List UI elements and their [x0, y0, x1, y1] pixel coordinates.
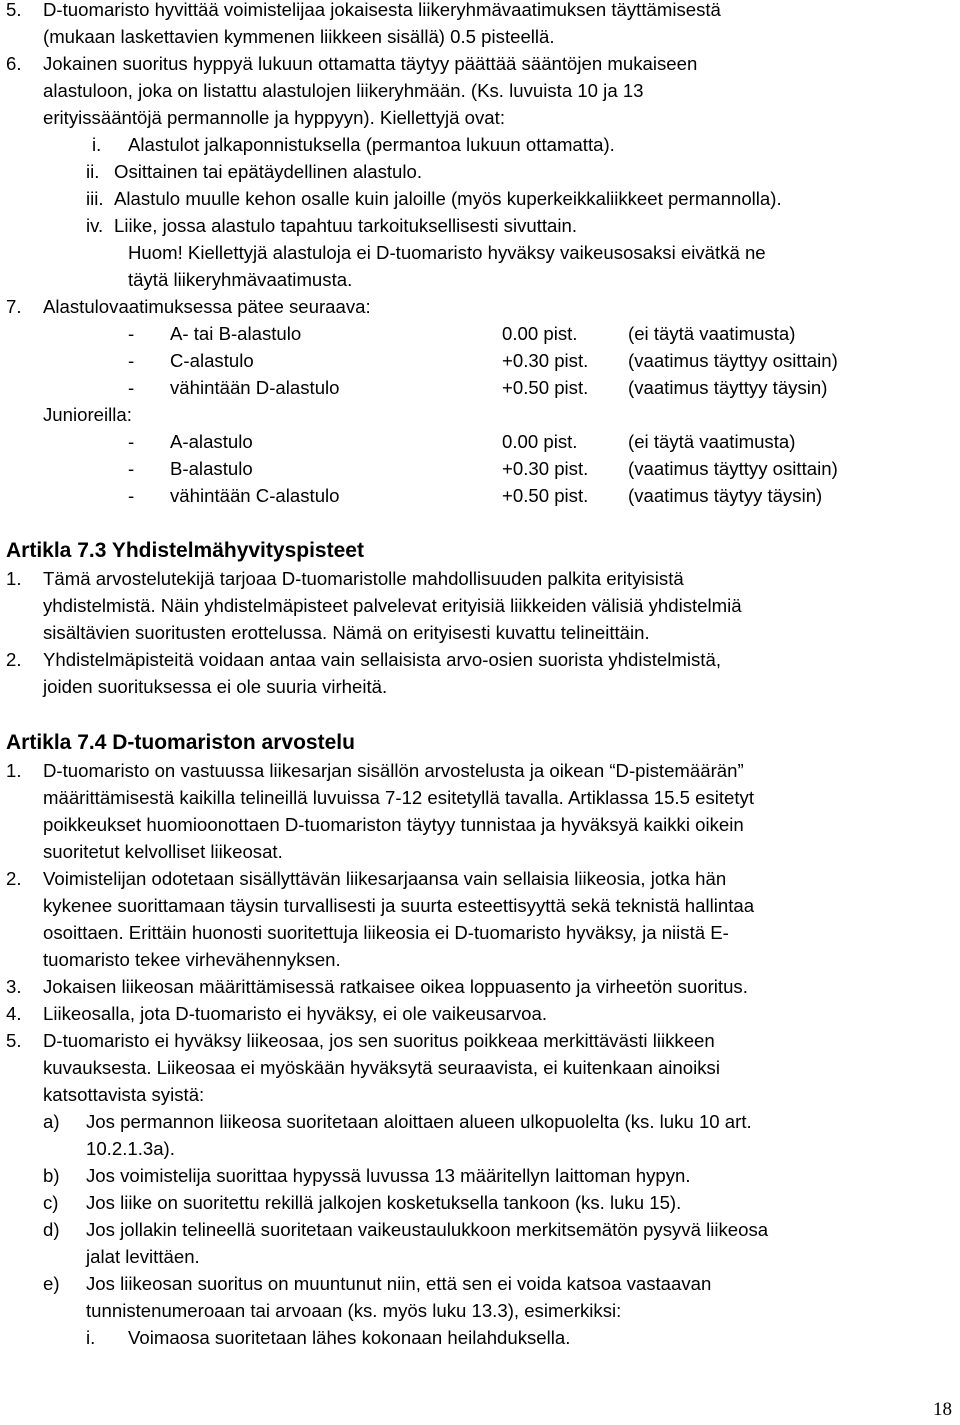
list-item-cont [0, 946, 960, 973]
list-item-6-line-2 [0, 77, 960, 104]
requirement-points: +0.30 pist. [502, 458, 589, 479]
list-text: Liikeosalla, jota D-tuomaristo ei hyväksy, ei ole vaikeusarvoa. [43, 1003, 547, 1024]
letter-text: Jos permannon liikeosa suoritetaan aloittaen alueen ulkopuolelta (ks. luku 10 art. [86, 1111, 752, 1132]
dash: - [128, 350, 135, 371]
requirement-row [0, 428, 960, 455]
roman-item [0, 158, 960, 185]
letter-item-cont [0, 1297, 960, 1324]
requirement-note: (vaatimus täytyy täysin) [628, 485, 823, 506]
list-item [0, 646, 960, 673]
roman-text: Osittainen tai epätäydellinen alastulo. [114, 161, 423, 182]
list-number: 5. [6, 0, 22, 20]
list-text: yhdistelmistä. Näin yhdistelmäpisteet palvelevat erityisiä liikkeiden välisiä yhdistelmiä [43, 595, 742, 616]
list-item-cont [0, 811, 960, 838]
requirement-note: (vaatimus täyttyy osittain) [628, 458, 838, 479]
list-text: D-tuomaristo hyvittää voimistelijaa jokaisesta liikeryhmävaatimuksen täyttämisestä [43, 0, 721, 20]
list-item [0, 565, 960, 592]
letter-text: Jos liike on suoritettu rekillä jalkojen kosketuksella tankoon (ks. luku 15). [86, 1192, 682, 1213]
note-text: Huom! Kiellettyjä alastuloja ei D-tuomaristo hyväksy vaikeusosaksi eivätkä ne [128, 242, 766, 263]
list-text: katsottavista syistä: [43, 1084, 205, 1105]
note-text: täytä liikeryhmävaatimusta. [128, 269, 353, 290]
letter-text: 10.2.1.3a). [86, 1138, 175, 1159]
letter-text: Jos jollakin telineellä suoritetaan vaikeustaulukkoon merkitsemätön pysyvä liikeosa [86, 1219, 769, 1240]
list-text: Jokainen suoritus hyppyä lukuun ottamatta täytyy päättää sääntöjen mukaiseen [43, 53, 698, 74]
requirement-note: (vaatimus täyttyy osittain) [628, 350, 838, 371]
roman-number: ii. [86, 161, 100, 182]
roman-item [0, 185, 960, 212]
list-item [0, 973, 960, 1000]
dash: - [128, 458, 135, 479]
letter-item [0, 1189, 960, 1216]
letter-text: Jos liikeosan suoritus on muuntunut niin, että sen ei voida katsoa vastaavan [86, 1273, 712, 1294]
requirement-row [0, 455, 960, 482]
list-text: Jokaisen liikeosan määrittämisessä ratkaisee oikea loppuasento ja virheetön suoritus. [43, 976, 748, 997]
list-number: 6. [6, 53, 22, 74]
list-item-7 [0, 293, 960, 320]
requirement-note: (ei täytä vaatimusta) [628, 431, 796, 452]
list-text: D-tuomaristo ei hyväksy liikeosaa, jos sen suoritus poikkeaa merkittävästi liikkeen [43, 1030, 715, 1051]
requirement-note: (ei täytä vaatimusta) [628, 323, 796, 344]
list-item-6-line-1 [0, 50, 960, 77]
requirement-label: vähintään D-alastulo [170, 377, 340, 398]
requirement-row [0, 320, 960, 347]
list-text: suoritetut kelvolliset liikeosat. [43, 841, 283, 862]
requirement-label: vähintään C-alastulo [170, 485, 340, 506]
list-text: Alastulovaatimuksessa pätee seuraava: [43, 296, 371, 317]
list-number: 7. [6, 296, 22, 317]
roman-item [0, 1324, 960, 1351]
letter-item [0, 1108, 960, 1135]
dash: - [128, 377, 135, 398]
note-line-2 [0, 266, 960, 293]
roman-number: i. [92, 134, 102, 155]
requirement-row [0, 374, 960, 401]
list-text: Yhdistelmäpisteitä voidaan antaa vain sellaisista arvo-osien suorista yhdistelmistä, [43, 649, 721, 670]
letter-number: d) [43, 1219, 60, 1240]
page-number: 18 [933, 1399, 952, 1420]
requirement-label: C-alastulo [170, 350, 254, 371]
note-line-1 [0, 239, 960, 266]
requirement-row [0, 347, 960, 374]
list-number: 3. [6, 976, 22, 997]
letter-text: jalat levittäen. [86, 1246, 200, 1267]
list-text: kuvauksesta. Liikeosaa ei myöskään hyväksytä seuraavista, ei kuitenkaan ainoiksi [43, 1057, 720, 1078]
requirement-note: (vaatimus täyttyy täysin) [628, 377, 828, 398]
letter-text: tunnistenumeroaan tai arvoaan (ks. myös luku 13.3), esimerkiksi: [86, 1300, 622, 1321]
roman-text: Alastulot jalkaponnistuksella (permantoa lukuun ottamatta). [128, 134, 615, 155]
letter-number: a) [43, 1111, 60, 1132]
section-heading-7-4 [0, 727, 960, 757]
list-item-5-line-2 [0, 23, 960, 50]
roman-text: Liike, jossa alastulo tapahtuu tarkoituksellisesti sivuttain. [114, 215, 578, 236]
list-item-cont [0, 1054, 960, 1081]
requirement-label: A-alastulo [170, 431, 253, 452]
section-heading-text: Artikla 7.3 Yhdistelmähyvityspisteet [6, 539, 364, 562]
dash: - [128, 323, 135, 344]
requirement-label: B-alastulo [170, 458, 253, 479]
list-text: tuomaristo tekee virhevähennyksen. [43, 949, 341, 970]
requirement-points: 0.00 pist. [502, 323, 578, 344]
list-number: 4. [6, 1003, 22, 1024]
list-item-5-line-1 [0, 0, 960, 23]
letter-text: Jos voimistelija suorittaa hypyssä luvussa 13 määritellyn laittoman hypyn. [86, 1165, 691, 1186]
roman-text: Voimaosa suoritetaan lähes kokonaan heilahduksella. [128, 1327, 571, 1348]
list-number: 2. [6, 649, 22, 670]
roman-text: Alastulo muulle kehon osalle kuin jaloille (myös kuperkeikkaliikkeet permannolla). [114, 188, 782, 209]
requirement-points: +0.50 pist. [502, 485, 589, 506]
list-item-cont [0, 619, 960, 646]
list-item-cont [0, 1081, 960, 1108]
list-text: alastuloon, joka on listattu alastulojen liikeryhmään. (Ks. luvuista 10 ja 13 [43, 80, 644, 101]
dash: - [128, 485, 135, 506]
letter-number: e) [43, 1273, 60, 1294]
list-text: poikkeukset huomioonottaen D-tuomariston täytyy tunnistaa ja hyväksyä kaikki oikein [43, 814, 744, 835]
list-item-6-line-3 [0, 104, 960, 131]
list-text: D-tuomaristo on vastuussa liikesarjan sisällön arvostelusta ja oikean “D-pistemäärän” [43, 760, 744, 781]
letter-item [0, 1270, 960, 1297]
list-number: 2. [6, 868, 22, 889]
list-text: kykenee suorittamaan täysin turvallisesti ja suurta esteettisyyttä sekä teknistä hallintaa [43, 895, 755, 916]
requirement-points: 0.00 pist. [502, 431, 578, 452]
list-item [0, 1027, 960, 1054]
list-item [0, 757, 960, 784]
list-item-cont [0, 673, 960, 700]
letter-item-cont [0, 1135, 960, 1162]
letter-item [0, 1216, 960, 1243]
dash: - [128, 431, 135, 452]
roman-number: iii. [86, 188, 104, 209]
list-item-cont [0, 838, 960, 865]
list-item [0, 1000, 960, 1027]
requirement-points: +0.50 pist. [502, 377, 589, 398]
letter-number: b) [43, 1165, 60, 1186]
list-text: sisältävien suoritusten erottelussa. Nämä on erityisesti kuvattu telineittäin. [43, 622, 650, 643]
requirement-label: A- tai B-alastulo [170, 323, 302, 344]
roman-number: i. [86, 1327, 96, 1348]
list-text: joiden suorituksessa ei ole suuria virheitä. [43, 676, 388, 697]
section-heading-text: Artikla 7.4 D-tuomariston arvostelu [6, 731, 355, 754]
roman-item [0, 131, 960, 158]
list-item-cont [0, 919, 960, 946]
list-item-cont [0, 892, 960, 919]
letter-number: c) [43, 1192, 59, 1213]
list-number: 1. [6, 760, 22, 781]
juniors-label: Junioreilla: [43, 404, 132, 425]
list-item-cont [0, 784, 960, 811]
roman-item [0, 212, 960, 239]
requirement-row [0, 482, 960, 509]
list-text: Tämä arvostelutekijä tarjoaa D-tuomaristolle mahdollisuuden palkita erityisistä [43, 568, 684, 589]
list-item [0, 865, 960, 892]
list-number: 5. [6, 1030, 22, 1051]
letter-item-cont [0, 1243, 960, 1270]
section-heading-7-3 [0, 535, 960, 565]
roman-number: iv. [86, 215, 104, 236]
letter-item [0, 1162, 960, 1189]
list-text: erityissääntöjä permannolle ja hyppyyn). Kiellettyjä ovat: [43, 107, 505, 128]
list-number: 1. [6, 568, 22, 589]
list-text: osoittaen. Erittäin huonosti suoritettuja liikeosia ei D-tuomaristo hyväksy, ja niistä E- [43, 922, 729, 943]
list-item-cont [0, 592, 960, 619]
requirement-points: +0.30 pist. [502, 350, 589, 371]
list-text: Voimistelijan odotetaan sisällyttävän liikesarjaansa vain sellaisia liikeosia, jotka hän [43, 868, 727, 889]
list-text: (mukaan laskettavien kymmenen liikkeen sisällä) 0.5 pisteellä. [43, 26, 555, 47]
juniors-label-row [0, 401, 960, 428]
list-text: määrittämisestä kaikilla telineillä luvuissa 7-12 esitetyllä tavalla. Artiklassa 15.5 esitetyt [43, 787, 755, 808]
